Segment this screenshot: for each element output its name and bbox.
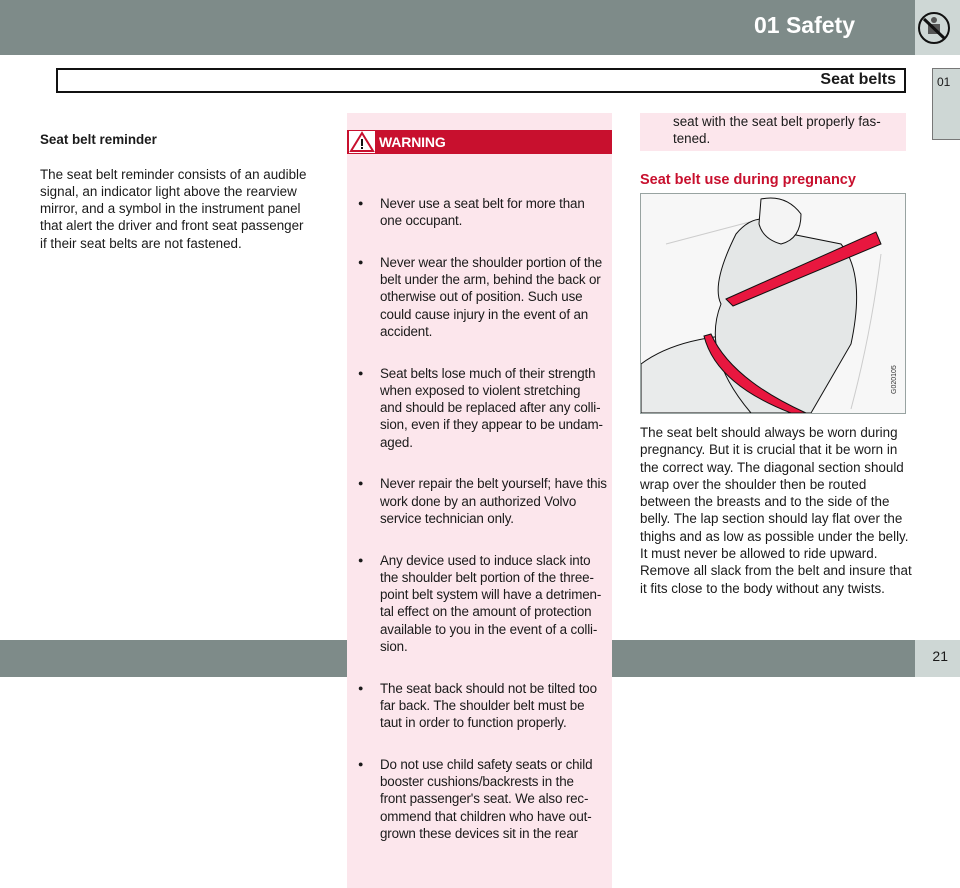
- seatbelt-symbol-icon: [917, 11, 951, 45]
- pregnancy-heading: Seat belt use during pregnancy: [640, 172, 856, 188]
- warning-item: ● The seat back should not be tilted too far back. The shoulder belt must be taut in order to function properly.: [347, 680, 612, 732]
- warning-box: [347, 113, 612, 888]
- chapter-side-tab[interactable]: [932, 68, 960, 140]
- image-code: G020105: [891, 365, 898, 394]
- warning-item: ● Never wear the shoulder portion of the belt under the arm, behind the back or otherwise out of position. Such use could cause injury in the event of an accident.: [347, 254, 612, 340]
- warning-header: [347, 130, 612, 154]
- warning-title: WARNING: [379, 134, 446, 151]
- warning-item: ● Any device used to induce slack into the shoulder belt portion of the three- point belt system will have a detrimen- tal effect on the amount of protection available to you in the event of a colli- sion.: [347, 552, 612, 656]
- header-bar: [0, 0, 915, 55]
- warning-triangle-icon: [349, 131, 375, 153]
- warning-item: ● Do not use child safety seats or child booster cushions/backrests in the front passenger's seat. We also rec- ommend that children who have out- grown these devices sit in the rear: [347, 756, 612, 842]
- warning-continued-text: seat with the seat belt properly fas- tened.: [673, 114, 881, 147]
- section-title: Seat belts: [820, 71, 896, 88]
- warning-item: ● Never use a seat belt for more than one occupant.: [347, 195, 612, 230]
- warning-item: ● Seat belts lose much of their strength when exposed to violent stretching and should be replaced after any colli- sion, even if they appear to be undam- aged.: [347, 365, 612, 451]
- warning-item: ● Never repair the belt yourself; have this work done by an authorized Volvo service technician only.: [347, 475, 612, 527]
- reminder-heading: Seat belt reminder: [40, 132, 157, 148]
- reminder-section: [40, 114, 320, 269]
- chapter-title: 01 Safety: [753, 12, 855, 38]
- page-number: 21: [932, 648, 948, 664]
- chapter-side-tab-label: 01: [937, 75, 951, 89]
- warning-continued-box: [640, 113, 906, 151]
- pregnancy-text: The seat belt should always be worn during pregnancy. But it is crucial that it be worn in the correct way. The diagonal section should wrap over the shoulder then be routed between the breasts and to the side of the belly. The lap section should lay flat over the thighs and as low as possible under the belly. It must never be allowed to ride upward. Remove all slack from the belt and insure that it fits close to the body without any twists.: [640, 425, 912, 596]
- warning-list: [347, 178, 612, 871]
- reminder-text: The seat belt reminder consists of an audible signal, an indicator light above the rearview mirror, and a symbol in the instrument panel that alert the driver and front seat passenger if their seat belts are not fastened.: [40, 166, 307, 251]
- section-title-box: [56, 68, 906, 93]
- pregnant-woman-seatbelt-illustration: [641, 194, 905, 413]
- pregnancy-illustration: [640, 193, 906, 414]
